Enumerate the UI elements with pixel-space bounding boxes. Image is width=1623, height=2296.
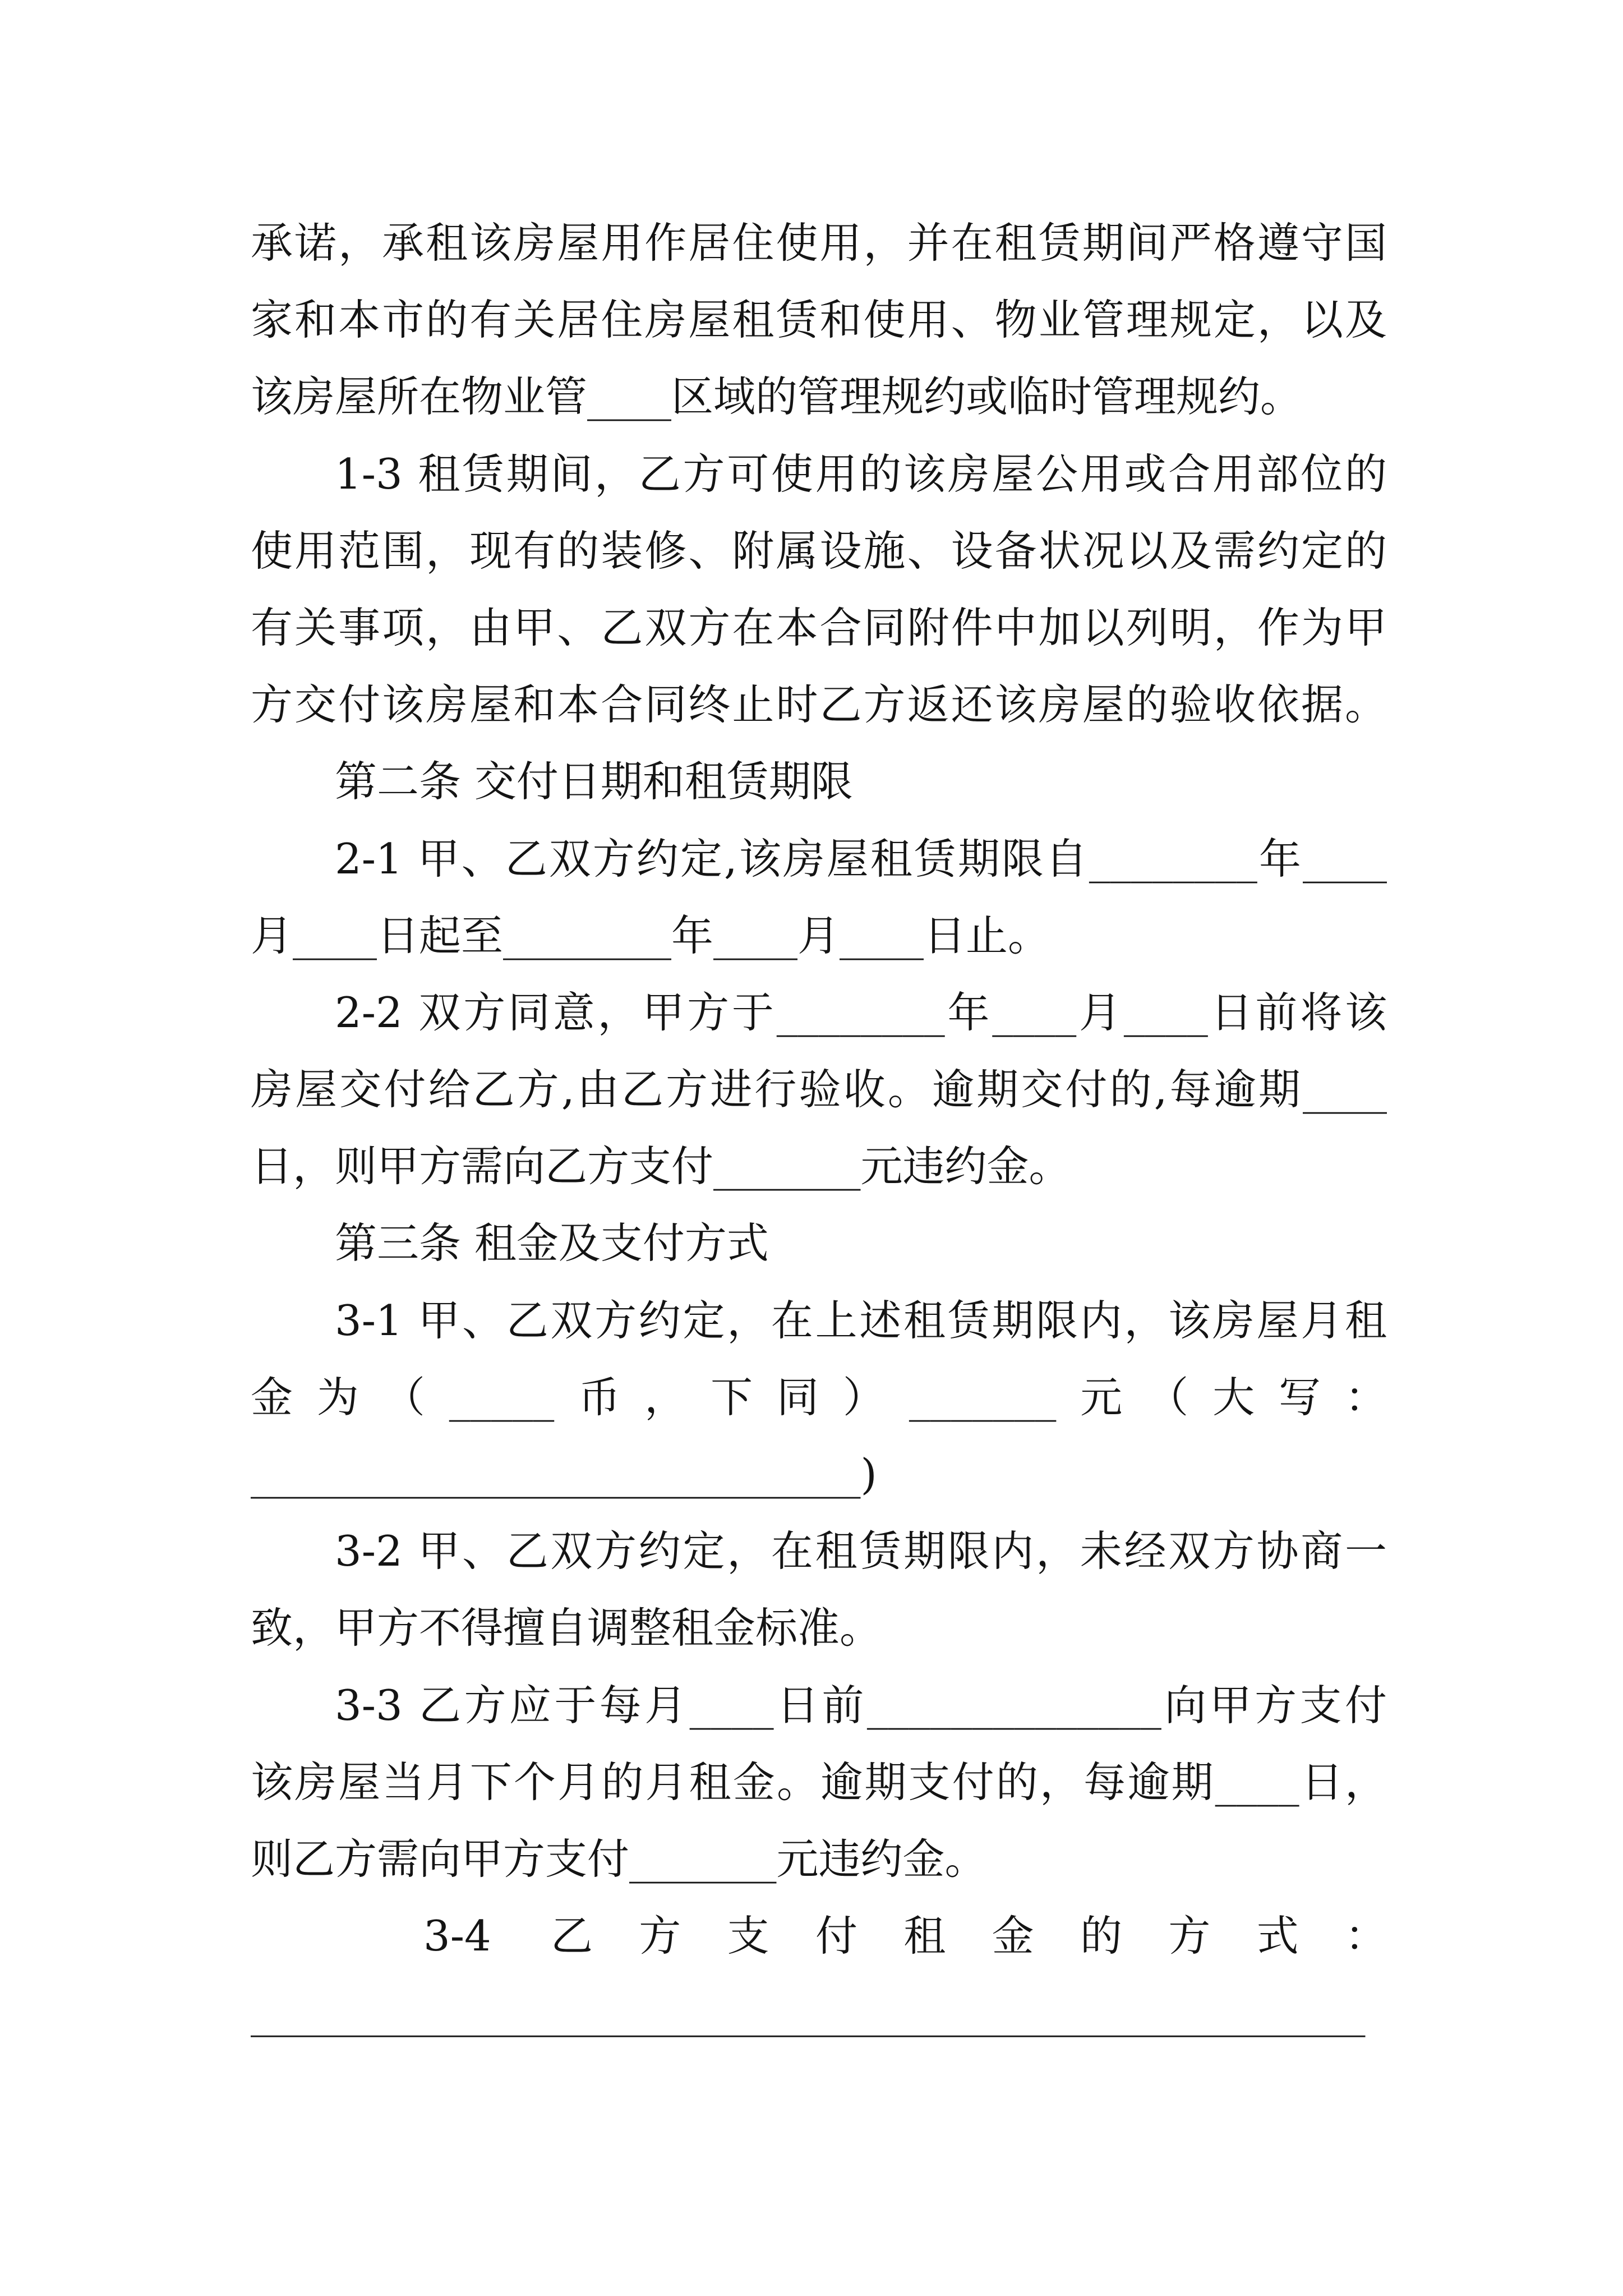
- text-line: 则乙方需向甲方支付_______元违约金。: [251, 1834, 987, 1884]
- clause-item-3-2: 3-2 甲、乙双方约定，在租赁期限内，未经双方协商一: [335, 1526, 1387, 1576]
- text-line: 该房屋当月下个月的月租金。逾期支付的，每逾期____日，: [251, 1757, 1387, 1807]
- text-line: 致，甲方不得擅自调整租金标准。: [251, 1603, 882, 1653]
- clause-heading: 第二条 交付日期和租赁期限: [335, 757, 853, 807]
- text-line: 方交付该房屋和本合同终止时乙方返还该房屋的验收依据。: [251, 680, 1387, 730]
- clause-item-2-1: 2-1 甲、乙双方约定,该房屋租赁期限自________年____: [335, 834, 1387, 884]
- text-line: 该房屋所在物业管____区域的管理规约或临时管理规约。: [251, 372, 1303, 422]
- blank-line: _____________________________________________________: [251, 1988, 1366, 2038]
- clause-item-3-4: 3-4 乙方支付租金的方式：: [423, 1911, 1387, 1961]
- clause-item-1-3: 1-3 租赁期间，乙方可使用的该房屋公用或合用部位的: [335, 449, 1387, 499]
- text-line: 金为（_____币，下同）_______元（大写：: [251, 1372, 1387, 1422]
- text-line: 有关事项，由甲、乙双方在本合同附件中加以列明，作为甲: [251, 602, 1387, 652]
- clause-heading: 第三条 租金及支付方式: [335, 1218, 769, 1268]
- clause-item-3-1: 3-1 甲、乙双方约定，在上述租赁期限内，该房屋月租: [335, 1295, 1387, 1345]
- clause-item-2-2: 2-2 双方同意，甲方于________年____月____日前将该: [335, 987, 1387, 1037]
- blank-line: _____________________________): [251, 1450, 877, 1499]
- text-line: 房屋交付给乙方,由乙方进行验收。逾期交付的,每逾期____: [251, 1065, 1387, 1115]
- text-line: 日，则甲方需向乙方支付_______元违约金。: [251, 1142, 1071, 1191]
- text-line: 家和本市的有关居住房屋租赁和使用、物业管理规定，以及: [251, 295, 1387, 345]
- text-line: 月____日起至________年____月____日止。: [251, 910, 1050, 960]
- clause-item-3-3: 3-3 乙方应于每月____日前______________向甲方支付: [335, 1680, 1387, 1730]
- text-line: 使用范围，现有的装修、附属设施、设备状况以及需约定的: [251, 526, 1387, 576]
- text-line: 承诺，承租该房屋用作居住使用，并在租赁期间严格遵守国: [251, 218, 1387, 268]
- contract-page: [251, 205, 1387, 2052]
